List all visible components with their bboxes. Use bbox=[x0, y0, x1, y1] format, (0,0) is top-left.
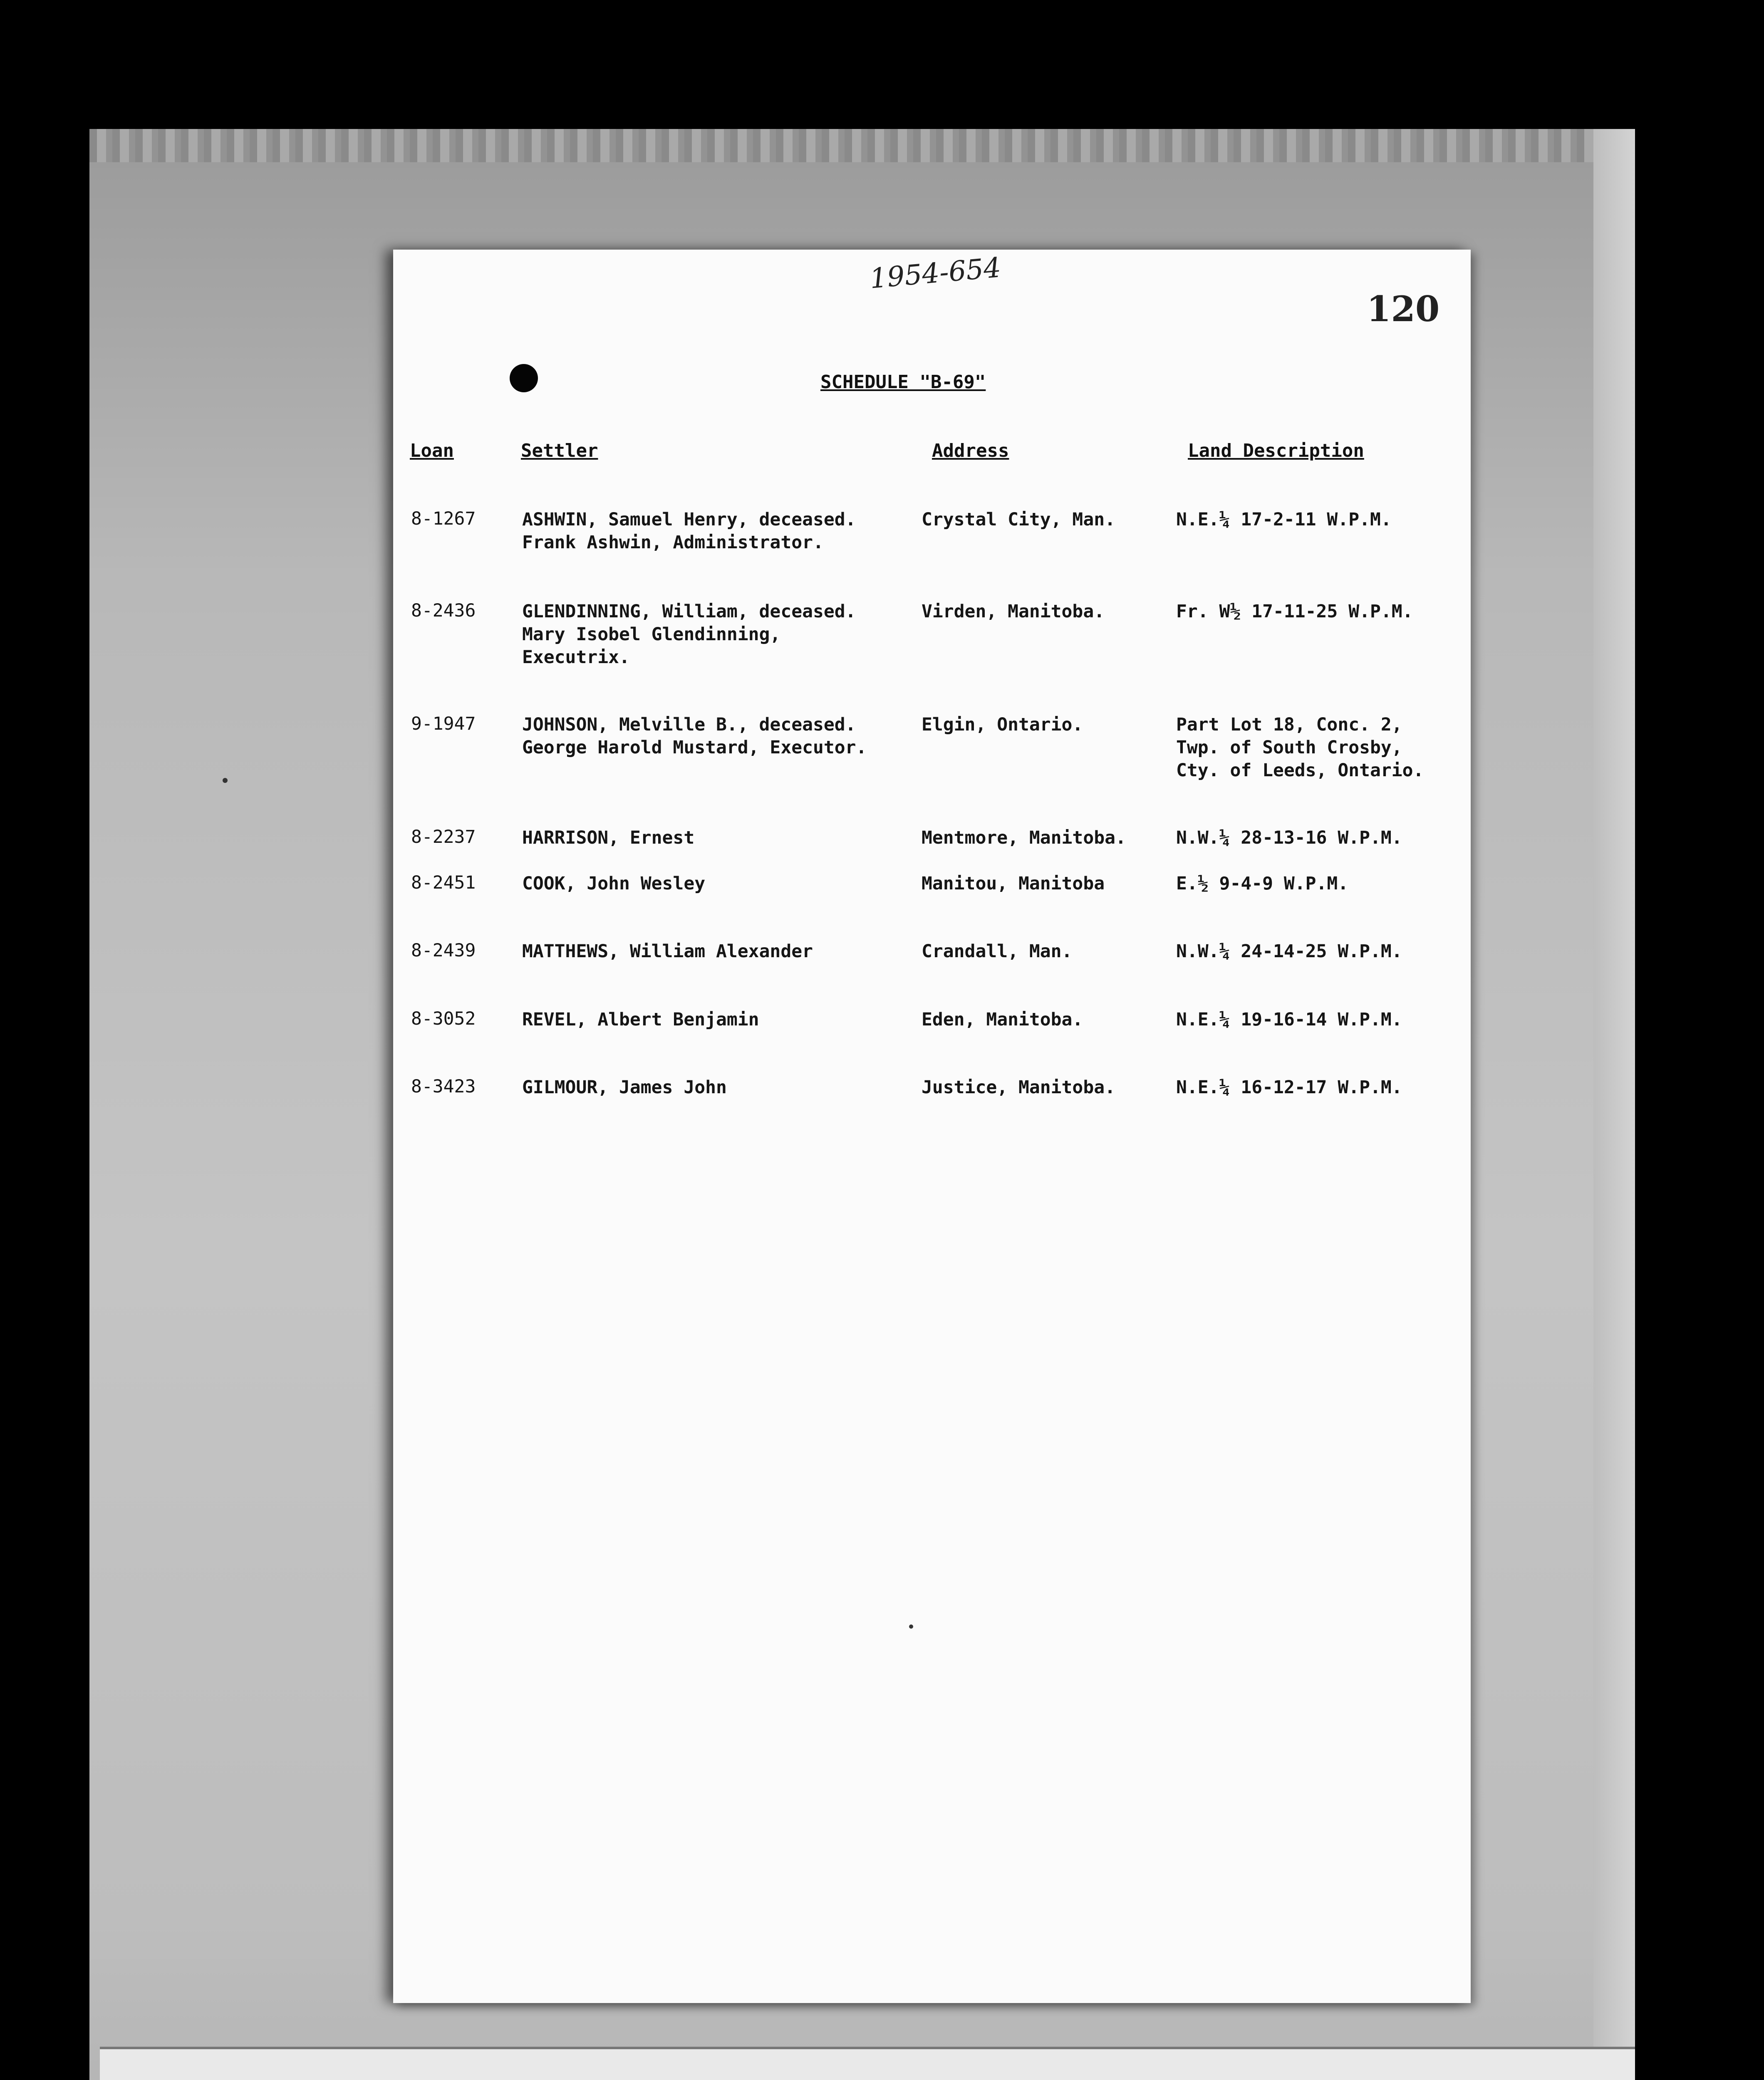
land-line: Part Lot 18, Conc. 2, bbox=[1176, 714, 1402, 735]
header-loan: Loan bbox=[410, 440, 454, 461]
address-cell: Justice, Manitoba. bbox=[922, 1077, 1115, 1098]
header-land-description: Land Description bbox=[1188, 440, 1364, 461]
settler-line: HARRISON, Ernest bbox=[522, 827, 695, 848]
land-cell bbox=[1176, 600, 1413, 623]
address-cell: Elgin, Ontario. bbox=[922, 714, 1083, 735]
settler-line: George Harold Mustard, Executor. bbox=[522, 737, 867, 758]
land-cell bbox=[1176, 508, 1392, 531]
settler-line: Mary Isobel Glendinning, bbox=[522, 624, 781, 645]
land-cell bbox=[1176, 1008, 1402, 1031]
settler-line: MATTHEWS, William Alexander bbox=[522, 941, 813, 962]
address-cell: Manitou, Manitoba bbox=[922, 873, 1105, 894]
land-line: Fr. W½ 17-11-25 W.P.M. bbox=[1176, 601, 1413, 622]
punch-hole bbox=[510, 364, 538, 392]
land-cell bbox=[1176, 1076, 1402, 1099]
settler-cell bbox=[522, 508, 856, 554]
settler-cell bbox=[522, 872, 705, 895]
settler-cell bbox=[522, 713, 867, 759]
settler-line: REVEL, Albert Benjamin bbox=[522, 1009, 759, 1030]
schedule-title: SCHEDULE "B-69" bbox=[820, 371, 986, 393]
loan-cell: 8-2451 bbox=[411, 872, 476, 893]
land-line: E.½ 9-4-9 W.P.M. bbox=[1176, 873, 1349, 894]
backing-band bbox=[100, 2047, 1635, 2080]
loan-cell: 9-1947 bbox=[411, 713, 476, 734]
land-line: N.E.¼ 17-2-11 W.P.M. bbox=[1176, 509, 1392, 530]
settler-cell bbox=[522, 600, 856, 669]
speck bbox=[223, 778, 228, 783]
land-line: Cty. of Leeds, Ontario. bbox=[1176, 760, 1424, 781]
land-line: N.W.¼ 24-14-25 W.P.M. bbox=[1176, 941, 1402, 962]
address-cell: Crystal City, Man. bbox=[922, 509, 1115, 530]
address-cell: Crandall, Man. bbox=[922, 941, 1073, 962]
settler-line: GILMOUR, James John bbox=[522, 1077, 727, 1098]
land-line: N.E.¼ 16-12-17 W.P.M. bbox=[1176, 1077, 1402, 1098]
settler-cell bbox=[522, 1008, 759, 1031]
settler-cell bbox=[522, 827, 694, 849]
settler-line: Executrix. bbox=[522, 647, 630, 668]
settler-cell bbox=[522, 1076, 727, 1099]
settler-line: Frank Ashwin, Administrator. bbox=[522, 532, 824, 553]
address-cell: Eden, Manitoba. bbox=[922, 1009, 1083, 1030]
backing-top-strip bbox=[89, 129, 1635, 162]
settler-line: GLENDINNING, William, deceased. bbox=[522, 601, 856, 622]
land-cell bbox=[1176, 827, 1402, 849]
backing-right-edge bbox=[1593, 129, 1635, 2080]
speck bbox=[909, 1624, 913, 1629]
loan-cell: 8-3423 bbox=[411, 1076, 476, 1097]
land-line: N.W.¼ 28-13-16 W.P.M. bbox=[1176, 827, 1402, 848]
loan-cell: 8-2439 bbox=[411, 940, 476, 961]
page-number: 120 bbox=[1367, 288, 1440, 329]
handwritten-note: 1954-654 bbox=[868, 251, 1003, 295]
settler-line: JOHNSON, Melville B., deceased. bbox=[522, 714, 856, 735]
settler-cell bbox=[522, 940, 813, 963]
land-cell bbox=[1176, 713, 1424, 782]
settler-line: COOK, John Wesley bbox=[522, 873, 706, 894]
header-settler: Settler bbox=[521, 440, 598, 461]
loan-cell: 8-3052 bbox=[411, 1008, 476, 1029]
land-cell bbox=[1176, 872, 1348, 895]
loan-cell: 8-1267 bbox=[411, 508, 476, 529]
address-cell: Mentmore, Manitoba. bbox=[922, 827, 1126, 848]
address-cell: Virden, Manitoba. bbox=[922, 601, 1105, 622]
land-line: N.E.¼ 19-16-14 W.P.M. bbox=[1176, 1009, 1402, 1030]
settler-line: ASHWIN, Samuel Henry, deceased. bbox=[522, 509, 856, 530]
header-address: Address bbox=[932, 440, 1009, 461]
loan-cell: 8-2436 bbox=[411, 600, 476, 621]
land-line: Twp. of South Crosby, bbox=[1176, 737, 1402, 758]
loan-cell: 8-2237 bbox=[411, 827, 476, 847]
land-cell bbox=[1176, 940, 1402, 963]
